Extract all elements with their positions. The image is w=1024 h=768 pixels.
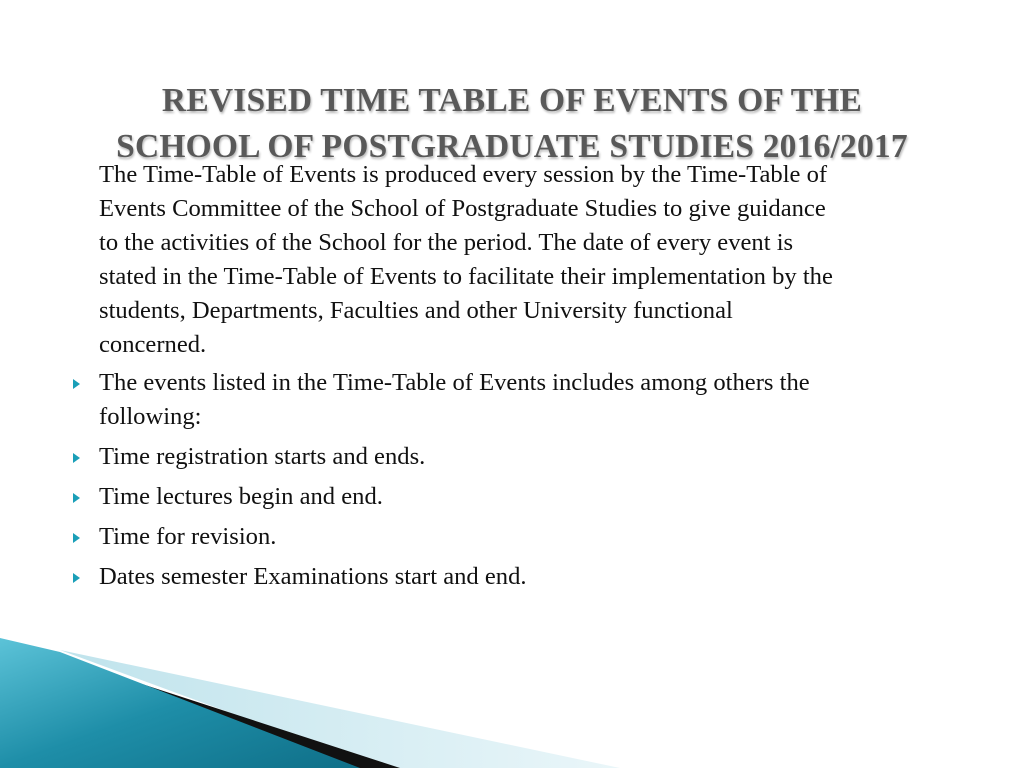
intro-line-2: Events Committee of the School of Postgraduate Studies to give guidance <box>99 195 826 222</box>
bullet-text-line: The events listed in the Time-Table of Events includes among others the <box>99 369 810 396</box>
triangle-right-icon <box>73 453 80 463</box>
bullet-item-examinations <box>99 560 979 594</box>
bullet-item-lectures <box>99 480 979 514</box>
triangle-right-icon <box>73 493 80 503</box>
bullet-item-events-listed <box>99 366 979 434</box>
intro-paragraph <box>99 158 979 362</box>
intro-line-3: to the activities of the School for the period. The date of every event is <box>99 229 794 256</box>
bullet-text-line: following: <box>99 403 202 430</box>
intro-line-1: The Time-Table of Events is produced every session by the Time-Table of <box>99 161 828 188</box>
triangle-right-icon <box>73 573 80 583</box>
triangle-right-icon <box>73 533 80 543</box>
bullet-text-line: Time for revision. <box>99 523 277 550</box>
bullet-item-revision <box>99 520 979 554</box>
intro-line-4: stated in the Time-Table of Events to facilitate their implementation by the <box>99 263 833 290</box>
intro-line-6: concerned. <box>99 331 207 358</box>
corner-decoration <box>0 638 1024 768</box>
bullet-item-registration <box>99 440 979 474</box>
bullet-list <box>99 366 979 594</box>
slide-title <box>40 78 984 170</box>
intro-line-5: students, Departments, Faculties and other University functional <box>99 297 733 324</box>
slide-title-line-2: SCHOOL OF POSTGRADUATE STUDIES 2016/2017 <box>116 128 908 166</box>
slide-body <box>99 158 979 600</box>
slide-title-line-1: REVISED TIME TABLE OF EVENTS OF THE <box>161 82 863 120</box>
bullet-text-line: Time lectures begin and end. <box>99 483 383 510</box>
bullet-text-line: Dates semester Examinations start and end. <box>99 563 527 590</box>
bullet-text-line: Time registration starts and ends. <box>99 443 426 470</box>
triangle-right-icon <box>73 379 80 389</box>
